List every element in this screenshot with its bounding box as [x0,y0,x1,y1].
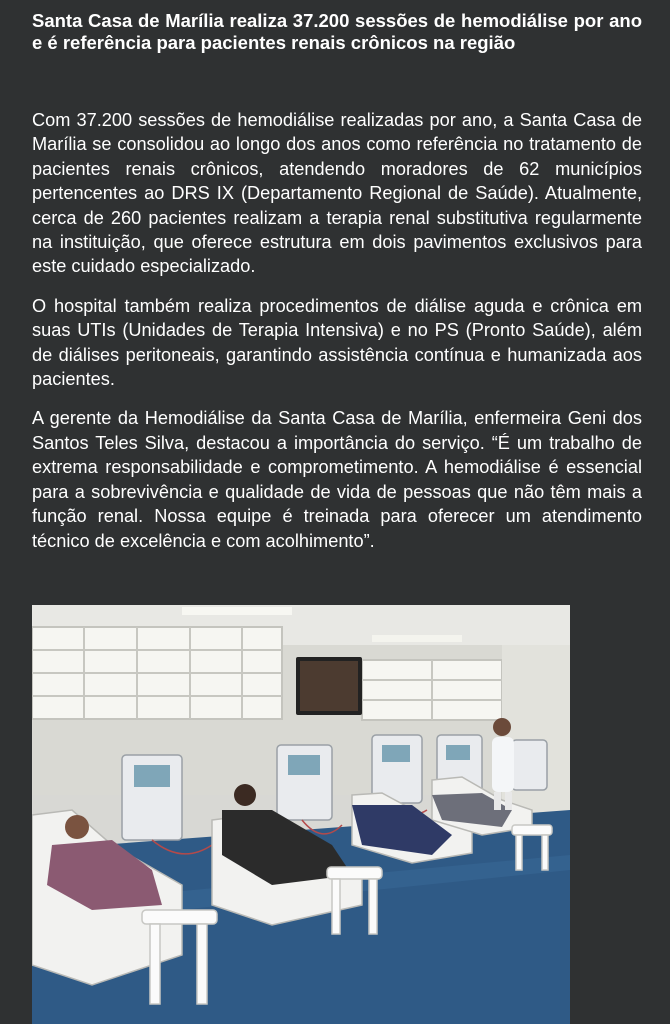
tv-screen [300,661,358,711]
article-body [32,108,642,568]
ceiling-light [182,607,292,615]
article-paragraph-3: A gerente da Hemodiálise da Santa Casa de Marília, enfermeira Geni dos Santos Teles Silva, destacou a importância do serviço. “É um trabalho de extrema responsabilidade e comprometimento. A hemodiálise é essencial para a sobrevivência e qualidade de vida de pessoas que não têm mais a função renal. Nossa equipe é treinada para oferecer um atendimento técnico de excelência e com acolhimento”. [32,408,642,551]
ceiling-light [372,635,462,642]
article-headline: Santa Casa de Marília realiza 37.200 sessões de hemodiálise por ano e é referência para pacientes renais crônicos na região [32,10,642,53]
article-paragraph-1: Com 37.200 sessões de hemodiálise realizadas por ano, a Santa Casa de Marília se consolidou ao longo dos anos como referência no tratamento de pacientes renais crônicos, atendendo moradores de 62 municípios pertencentes ao DRS IX (Departamento Regional de Saúde). Atualmente, cerca de 260 pacientes realizam a terapia renal substitutiva regularmente na instituição, que oferece estrutura em dois pavimentos exclusivos para este cuidado especializado. [32,110,642,277]
article-paragraph-2: O hospital também realiza procedimentos de diálise aguda e crônica em suas UTIs (Unidades de Terapia Intensiva) e no PS (Pronto Saúde), além de diálises peritoneais, garantindo assistência contínua e humanizada aos pacientes. [32,295,642,390]
article-photo-hemodialysis-room [32,605,570,1024]
photo-illustration [32,605,570,1024]
